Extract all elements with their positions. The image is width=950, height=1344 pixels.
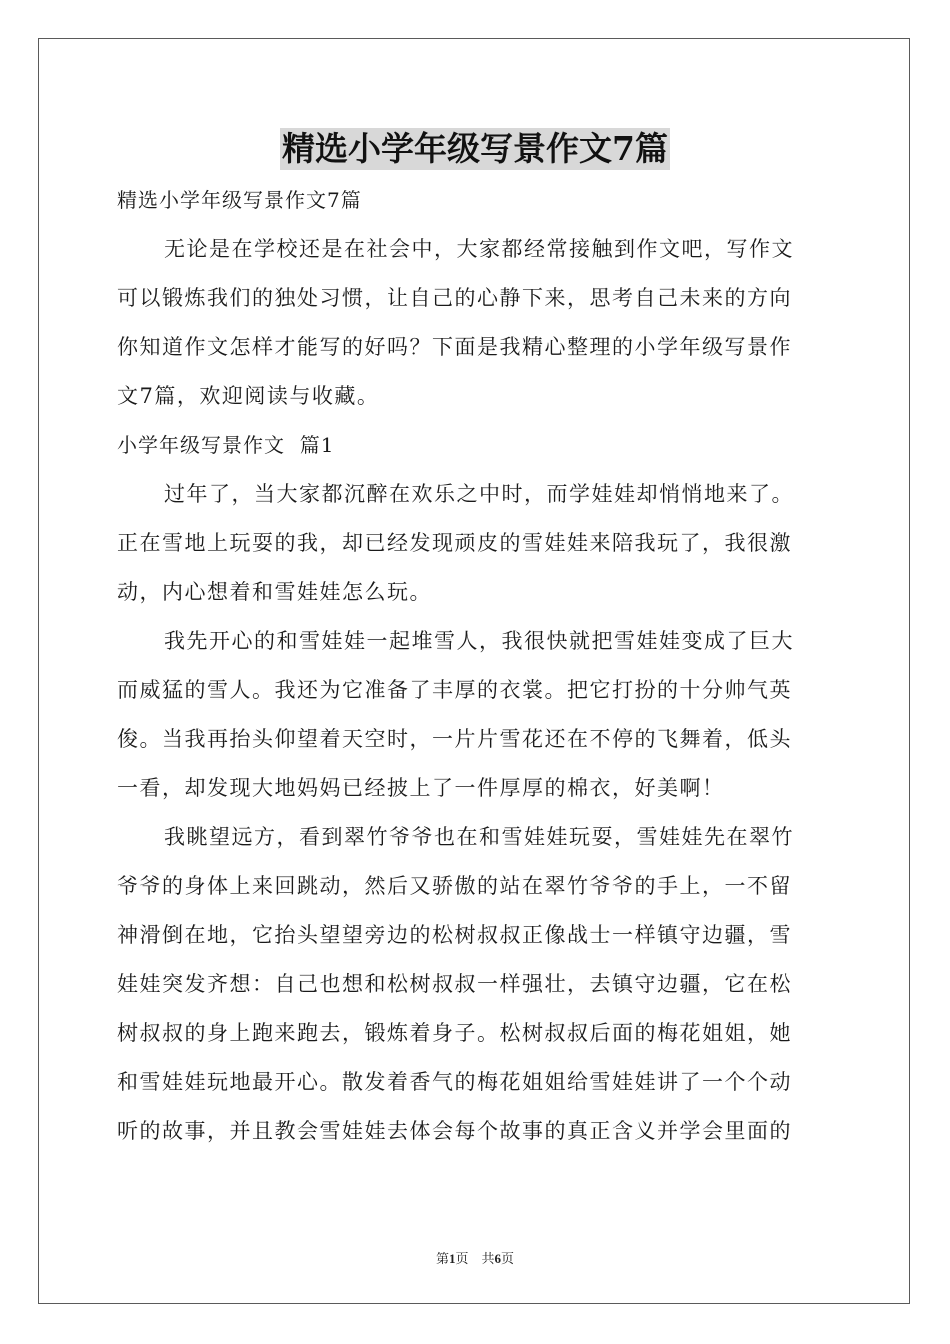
paragraph-line: 听的故事，并且教会雪娃娃去体会每个故事的真正含义并学会里面的 [117,1119,792,1143]
document-body [117,176,833,1156]
paragraph-line: 而威猛的雪人。我还为它准备了丰厚的衣裳。把它打扮的十分帅气英 [117,678,792,702]
paragraph-line: 爷爷的身体上来回跳动，然后又骄傲的站在翠竹爷爷的手上，一不留 [117,874,792,898]
total-label-prefix: 共 [481,1251,495,1266]
paragraph-line: 神滑倒在地，它抬头望望旁边的松树叔叔正像战士一样镇守边疆，雪 [117,923,792,947]
paragraph-line: 过年了，当大家都沉醉在欢乐之中时，而学娃娃却悄悄地来了。 [164,482,794,506]
body-paragraph [117,813,833,1156]
paragraph-line: 可以锻炼我们的独处习惯，让自己的心静下来，思考自己未来的方向 [117,286,792,310]
body-paragraph [117,617,833,813]
paragraph-line: 动，内心想着和雪娃娃怎么玩。 [117,580,432,604]
paragraph-line: 树叔叔的身上跑来跑去，锻炼着身子。松树叔叔后面的梅花姐姐，她 [117,1021,792,1045]
section-heading: 小学年级写景作文 篇1 [117,433,335,457]
page-label-suffix: 页 [455,1251,469,1266]
paragraph-line: 我眺望远方，看到翠竹爷爷也在和雪娃娃玩耍，雪娃娃先在翠竹 [164,825,794,849]
body-paragraph [117,470,833,617]
total-label-suffix: 页 [501,1251,515,1266]
paragraph-line: 和雪娃娃玩地最开心。散发着香气的梅花姐姐给雪娃娃讲了一个个动 [117,1070,792,1094]
paragraph-line: 一看，却发现大地妈妈已经披上了一件厚厚的棉衣，好美啊！ [117,776,725,800]
paragraph-line: 娃娃突发齐想：自己也想和松树叔叔一样强壮，去镇守边疆，它在松 [117,972,792,996]
paragraph-line: 俊。当我再抬头仰望着天空时，一片片雪花还在不停的飞舞着，低头 [117,727,792,751]
paragraph-line: 文7篇，欢迎阅读与收藏。 [117,384,380,408]
document-title [0,128,950,170]
document-subtitle: 精选小学年级写景作文7篇 [117,188,362,212]
paragraph-line: 正在雪地上玩耍的我，却已经发现顽皮的雪娃娃来陪我玩了，我很激 [117,531,792,555]
current-page-number: 1 [448,1251,456,1266]
page-label-prefix: 第 [435,1251,449,1266]
page-footer [0,1248,950,1267]
document-title-text: 精选小学年级写景作文7篇 [282,129,668,168]
intro-paragraph [117,225,833,421]
paragraph-line: 无论是在学校还是在社会中，大家都经常接触到作文吧，写作文 [164,237,794,261]
paragraph-line: 我先开心的和雪娃娃一起堆雪人，我很快就把雪娃娃变成了巨大 [164,629,794,653]
total-pages-number: 6 [494,1251,502,1266]
paragraph-line: 你知道作文怎样才能写的好吗？下面是我精心整理的小学年级写景作 [117,335,792,359]
